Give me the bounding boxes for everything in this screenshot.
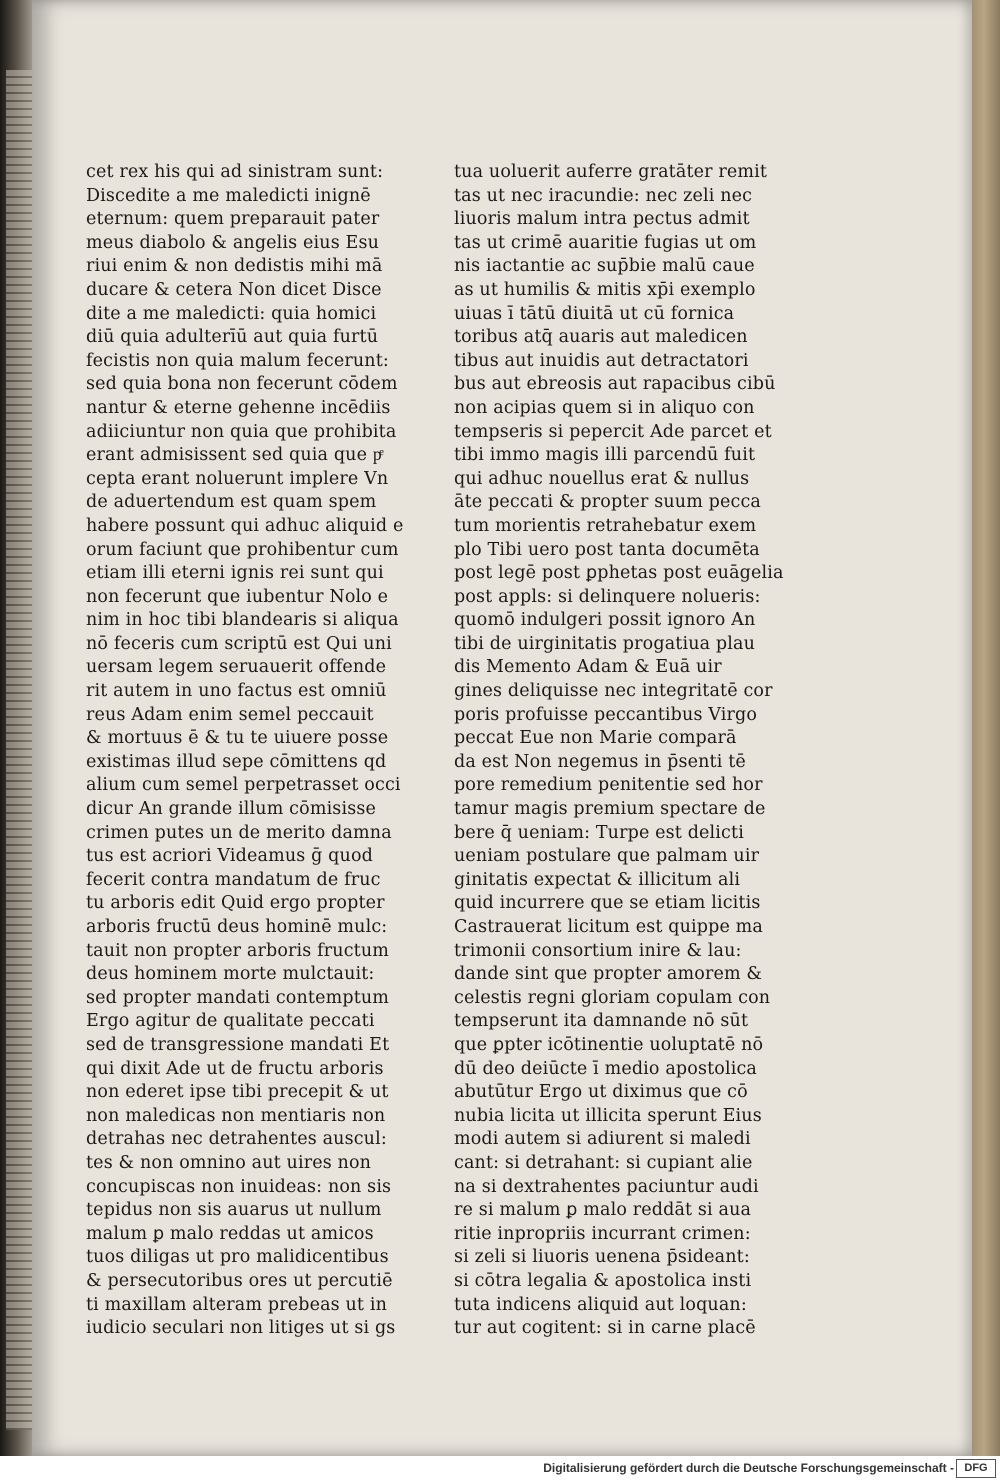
text-line: sed de transgressione mandati Et	[86, 1034, 390, 1055]
text-line: tes & non omnino aut uires non	[86, 1152, 372, 1173]
text-line: plo Tibi uero post tanta documēta	[454, 539, 760, 560]
page-stack-edge	[968, 0, 1000, 1456]
text-line: que ꝑpter icōtinentie uoluptatē nō	[454, 1034, 764, 1055]
text-line: fecerit contra mandatum de fruc	[86, 869, 381, 890]
text-line: dande sint que propter amorem &	[454, 964, 763, 985]
text-column-left	[86, 161, 404, 1341]
text-line: quomō indulgeri possit ignoro An	[454, 610, 756, 631]
text-line: uersam legem seruauerit offende	[86, 657, 387, 678]
text-line: tibi de uirginitatis progatiua plau	[454, 633, 756, 654]
dfg-logo: DFG	[956, 1459, 996, 1478]
text-line: poris profuisse peccantibus Virgo	[454, 704, 758, 725]
text-line: fecistis non quia malum fecerunt:	[86, 350, 389, 371]
text-line: tu arboris edit Quid ergo propter	[86, 893, 385, 914]
text-line: quid incurrere que se etiam licitis	[454, 893, 761, 914]
text-line: arboris fructū deus hominē mulc:	[86, 917, 388, 937]
text-line: diū quia adulterīū aut quia furtū	[86, 327, 379, 348]
text-line: nim in hoc tibi blandearis si aliqua	[86, 610, 399, 631]
text-line: peccat Eue non Marie comparā	[454, 728, 737, 749]
text-line: ducare & cetera Non dicet Disce	[86, 279, 382, 300]
text-line: etiam illi eterni ignis rei sunt qui	[86, 563, 384, 584]
text-line: tepidus non sis auarus ut nullum	[86, 1200, 382, 1221]
text-line: non maledicas non mentiaris non	[86, 1105, 386, 1126]
text-line: bere q̄ ueniam: Turpe est delicti	[454, 822, 744, 843]
text-line: sed propter mandati contemptum	[86, 987, 390, 1008]
text-line: sed quia bona non fecerunt cōdem	[86, 374, 398, 395]
text-line: Discedite a me maledicti inignē	[86, 185, 371, 206]
text-line: tibus aut inuidis aut detractatori	[454, 350, 749, 371]
text-line: qui dixit Ade ut de fructu arboris	[86, 1058, 384, 1079]
text-column-right	[454, 161, 784, 1341]
text-line: deus hominem morte mulctauit:	[86, 964, 375, 985]
text-line: iudicio seculari non litiges ut si gs	[86, 1318, 396, 1339]
text-line: tas ut crimē auaritie fugias ut om	[454, 232, 757, 253]
text-line: non fecerunt que iubentur Nolo e	[86, 586, 389, 607]
text-line: & persecutoribus ores ut percutiē	[86, 1270, 393, 1291]
text-line: erant admisissent sed quia que pͤ	[86, 445, 382, 466]
text-line: non acipias quem si in aliquo con	[454, 397, 755, 418]
text-line: existimas illud sepe cōmittens qd	[86, 751, 387, 772]
text-line: malum ꝑ malo reddas ut amicos	[86, 1223, 374, 1244]
text-line: as ut humilis & mitis xp̄i exemplo	[454, 279, 756, 300]
text-line: liuoris malum intra pectus admit	[454, 209, 750, 230]
text-line: re si malum ꝑ malo reddāt si aua	[454, 1200, 752, 1221]
text-line: qui adhuc nouellus erat & nullus	[454, 468, 750, 489]
text-line: nubia licita ut illicita sperunt Eius	[454, 1105, 762, 1126]
text-line: si cōtra legalia & apostolica insti	[454, 1270, 752, 1291]
text-line: concupiscas non inuideas: non sis	[86, 1176, 392, 1197]
text-line: abutūtur Ergo ut diximus que cō	[454, 1082, 748, 1103]
text-line: si zeli si liuoris uenena p̄sideant:	[454, 1247, 750, 1268]
text-line: āte peccati & propter suum pecca	[454, 492, 762, 513]
text-line: ginitatis expectat & illicitum ali	[454, 869, 741, 890]
text-line: tuos diligas ut pro malidicentibus	[86, 1247, 389, 1268]
text-line: tuta indicens aliquid aut loquan:	[454, 1294, 747, 1315]
text-line: dis Memento Adam & Euā uir	[454, 657, 722, 678]
text-line: ti maxillam alteram prebeas ut in	[86, 1294, 387, 1315]
text-line: orum faciunt que prohibentur cum	[86, 539, 399, 560]
text-line: nis iactantie ac sup̄bie malū caue	[454, 256, 755, 277]
text-line: eternum: quem preparauit pater	[86, 209, 380, 230]
text-line: uiuas ī tātū diuitā ut cū fornica	[454, 303, 735, 324]
text-line: habere possunt qui adhuc aliquid e	[86, 515, 404, 536]
text-line: detrahas nec detrahentes auscul:	[86, 1129, 387, 1150]
text-line: riui enim & non dedistis mihi mā	[86, 256, 383, 277]
text-line: pore remedium penitentie sed hor	[454, 775, 763, 796]
text-line: alium cum semel perpetrasset occi	[86, 775, 401, 796]
text-line: dite a me maledicti: quia homici	[86, 303, 377, 324]
text-line: ueniam postulare que palmam uir	[454, 846, 760, 867]
text-line: gines deliquisse nec integritatē cor	[454, 681, 773, 702]
text-line: adiiciuntur non quia que prohibita	[86, 421, 397, 442]
text-line: Ergo agitur de qualitate peccati	[86, 1011, 375, 1032]
text-line: rit autem in uno factus est omniū	[86, 681, 387, 702]
text-line: nō feceris cum scriptū est Qui uni	[86, 633, 392, 654]
funding-credit: Digitalisierung gefördert durch die Deutsche Forschungsgemeinschaft -	[543, 1461, 954, 1475]
text-line: tur aut cogitent: si in carne placē	[454, 1318, 756, 1339]
text-line: & mortuus ē & tu te uiuere posse	[86, 728, 389, 749]
text-line: dicur An grande illum cōmisisse	[86, 799, 376, 820]
text-line: post appls: si delinquere nolueris:	[454, 586, 761, 607]
text-line: nantur & eterne gehenne incēdiis	[86, 397, 391, 418]
text-line: cepta erant noluerunt implere Vn	[86, 468, 389, 489]
text-line: non ederet ipse tibi precepit & ut	[86, 1082, 389, 1103]
text-line: tum morientis retrahebatur exem	[454, 515, 757, 536]
text-line: cet rex his qui ad sinistram sunt:	[86, 162, 384, 182]
text-line: na si dextrahentes paciuntur audi	[454, 1176, 759, 1197]
text-line: dū deo deiūcte ī medio apostolica	[454, 1058, 757, 1079]
text-line: trimonii consortium inire & lau:	[454, 940, 742, 961]
text-line: tempserunt ita damnande nō sūt	[454, 1011, 749, 1032]
text-line: tas ut nec iracundie: nec zeli nec	[454, 185, 753, 206]
text-line: ritie inpropriis incurrant crimen:	[454, 1223, 751, 1244]
text-line: da est Non negemus in p̄senti tē	[454, 751, 746, 772]
text-line: tus est acriori Videamus ḡ quod	[86, 846, 373, 867]
text-line: cant: si detrahant: si cupiant alie	[454, 1152, 753, 1173]
text-line: toribus atq̄ auaris aut maledicen	[454, 327, 748, 348]
text-line: tempseris si pepercit Ade parcet et	[454, 421, 772, 442]
text-line: modi autem si adiurent si maledi	[454, 1129, 751, 1150]
text-line: tua uoluerit auferre gratāter remit	[454, 162, 768, 182]
text-line: crimen putes un de merito damna	[86, 822, 392, 843]
text-line: celestis regni gloriam copulam con	[454, 987, 771, 1008]
text-line: reus Adam enim semel peccauit	[86, 704, 374, 725]
text-line: tauit non propter arboris fructum	[86, 940, 389, 961]
text-line: bus aut ebreosis aut rapacibus cibū	[454, 374, 776, 395]
text-line: tamur magis premium spectare de	[454, 799, 766, 820]
text-line: tibi immo magis illi parcendū fuit	[454, 445, 756, 466]
text-line: meus diabolo & angelis eius Esu	[86, 232, 380, 253]
text-line: de aduertendum est quam spem	[86, 492, 377, 513]
text-line: post legē post ꝑphetas post euāgelia	[454, 563, 784, 584]
text-line: Castrauerat licitum est quippe ma	[454, 917, 764, 937]
